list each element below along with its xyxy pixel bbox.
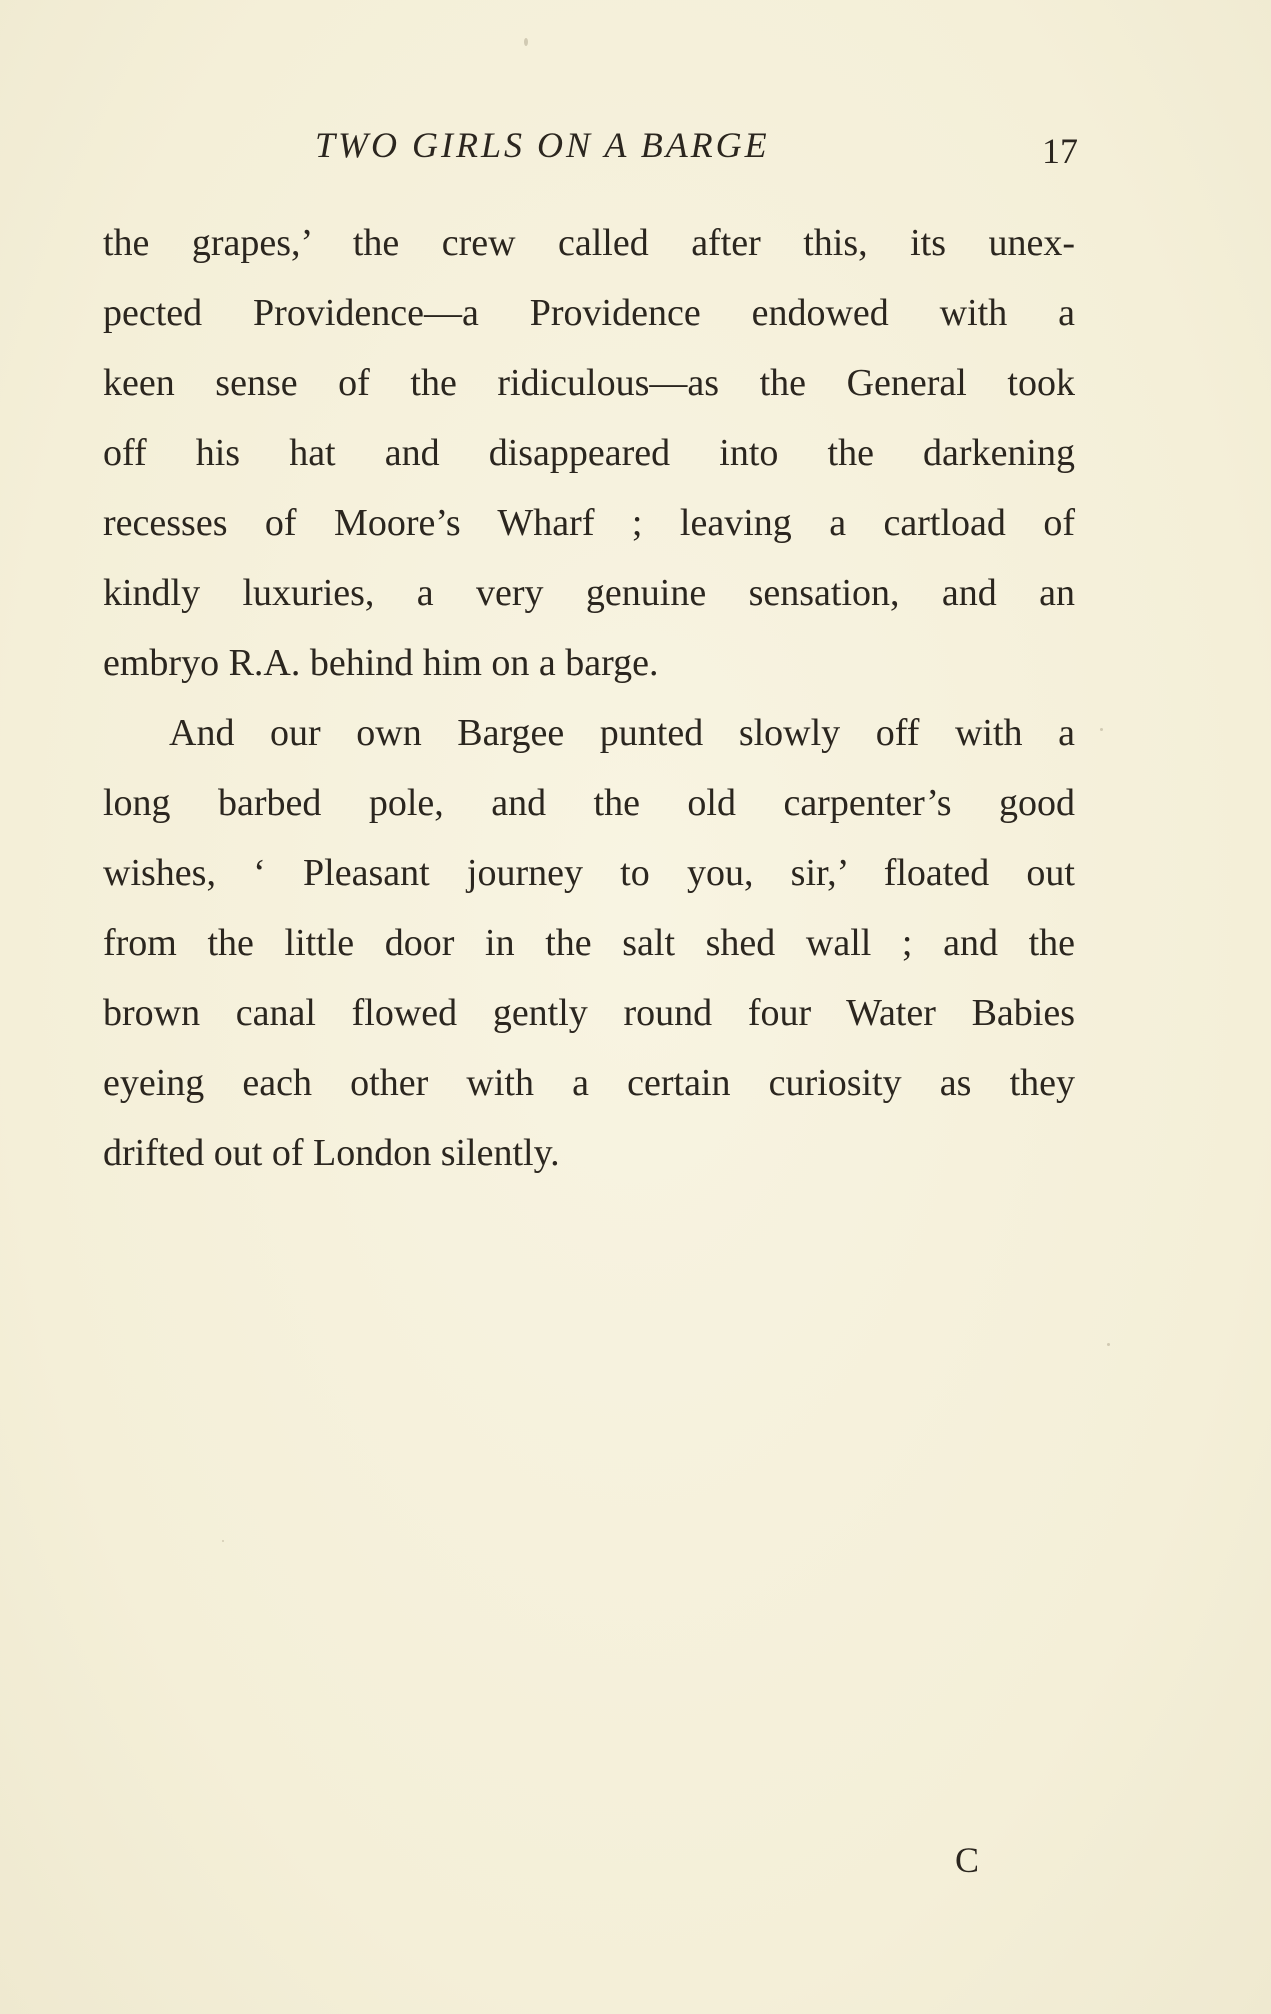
text-line: pected Providence—a Providence endowed with a bbox=[103, 292, 1075, 334]
paper-speck bbox=[222, 1540, 224, 1542]
text-line: long barbed pole, and the old carpenter’s good bbox=[103, 782, 1075, 824]
text-line: from the little door in the salt shed wall ; and the bbox=[103, 922, 1075, 964]
text-line: recesses of Moore’s Wharf ; leaving a cartload of bbox=[103, 502, 1075, 544]
text-line: wishes, ‘ Pleasant journey to you, sir,’ floated out bbox=[103, 852, 1075, 894]
page-number: 17 bbox=[1042, 131, 1078, 171]
signature-mark: C bbox=[955, 1840, 980, 1880]
text-line: off his hat and disappeared into the darkening bbox=[103, 432, 1075, 474]
running-title: TWO GIRLS ON A BARGE bbox=[315, 125, 770, 165]
text-line: eyeing each other with a certain curiosity as they bbox=[103, 1062, 1075, 1104]
text-line: keen sense of the ridiculous—as the General took bbox=[103, 362, 1075, 404]
paper-speck bbox=[1100, 728, 1103, 731]
text-line: the grapes,’ the crew called after this, its unex- bbox=[103, 222, 1075, 264]
paper-speck bbox=[524, 38, 528, 46]
paragraph-first-line: And our own Bargee punted slowly off with a bbox=[169, 712, 1075, 754]
text-line: drifted out of London silently. bbox=[103, 1132, 560, 1174]
body-text bbox=[103, 208, 1075, 1188]
text-line: kindly luxuries, a very genuine sensation, and an bbox=[103, 572, 1075, 614]
text-line: embryo R.A. behind him on a barge. bbox=[103, 642, 659, 684]
text-line: brown canal flowed gently round four Water Babies bbox=[103, 992, 1075, 1034]
running-head bbox=[0, 120, 1271, 170]
paper-speck bbox=[1107, 1343, 1110, 1346]
